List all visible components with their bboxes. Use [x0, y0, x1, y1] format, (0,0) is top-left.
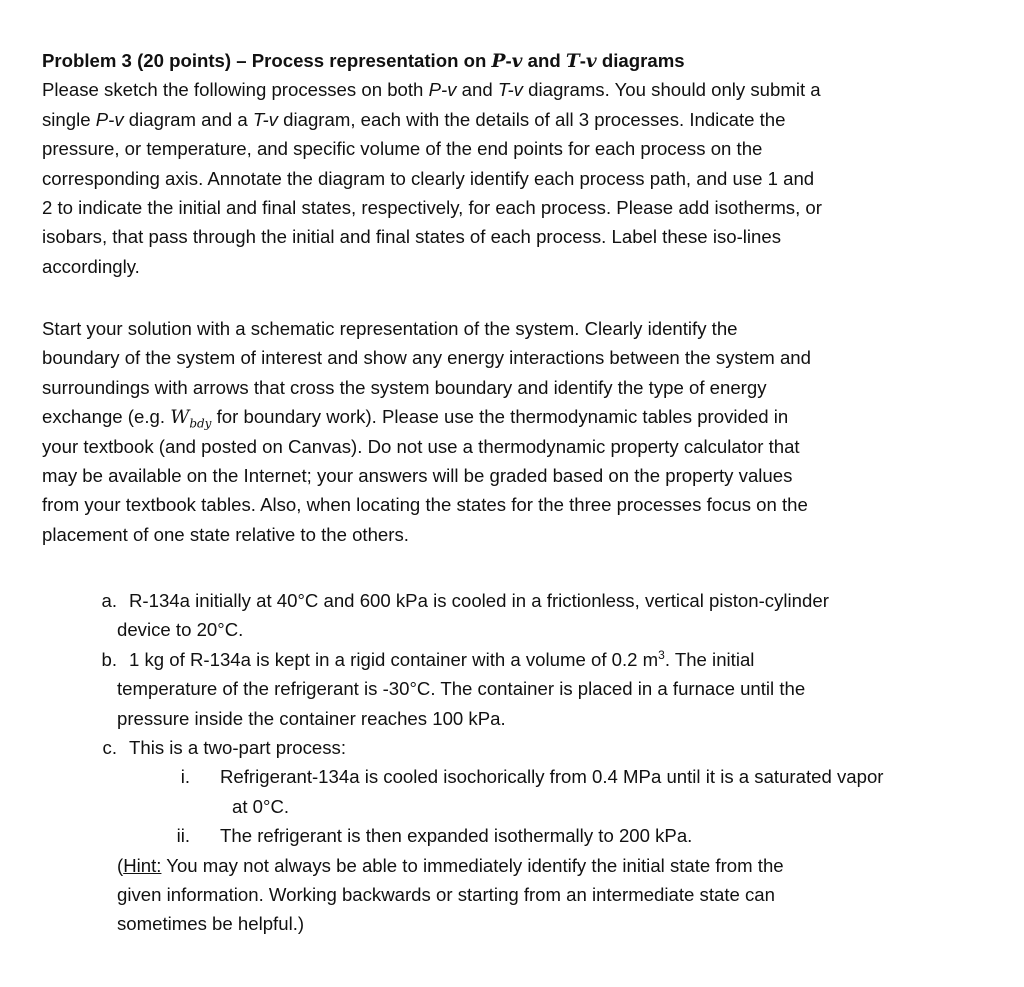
- text-segment: corresponding axis. Annotate the diagram to clearly identify each process path, and use 1 and: [42, 167, 815, 189]
- text-segment: P: [491, 51, 506, 72]
- text-line: [42, 490, 811, 519]
- text-segment: The refrigerant is then expanded isothermally to 200 kPa.: [220, 825, 693, 847]
- text-line: [42, 880, 884, 909]
- list-item: [42, 586, 884, 645]
- text-line: [42, 520, 811, 549]
- text-line: [42, 222, 822, 251]
- text-segment: at 0°C.: [232, 795, 290, 817]
- problem-title: [42, 46, 822, 75]
- text-line: [42, 792, 884, 821]
- text-segment: Please sketch the following processes on both: [42, 79, 429, 101]
- text-segment: W: [170, 407, 190, 429]
- text-segment: given information. Working backwards or starting from an intermediate state can: [117, 883, 775, 905]
- text-line: [42, 105, 822, 134]
- list-marker: i.: [180, 766, 190, 788]
- text-segment: placement of one state relative to the others.: [42, 523, 409, 545]
- text-segment: single: [42, 108, 96, 130]
- list-item: [42, 733, 884, 762]
- instructions-paragraph: [42, 314, 811, 549]
- text-segment: device to 20°C.: [117, 619, 244, 641]
- text-segment: T-v: [497, 79, 523, 101]
- text-segment: v: [511, 51, 523, 72]
- text-segment: boundary of the system of interest and show any energy interactions between the system and: [42, 347, 811, 369]
- text-segment: exchange (e.g.: [42, 406, 171, 428]
- text-line: [42, 432, 811, 461]
- text-segment: pressure inside the container reaches 100 kPa.: [117, 707, 506, 729]
- text-segment: pressure, or temperature, and specific volume of the end points for each process on the: [42, 138, 763, 160]
- text-line: [42, 252, 822, 281]
- text-line: [42, 461, 811, 490]
- text-segment: -: [579, 50, 586, 71]
- text-line: [42, 909, 884, 938]
- text-segment: diagrams: [596, 50, 685, 71]
- text-segment: 3: [658, 647, 665, 662]
- text-line: [42, 373, 811, 402]
- text-segment: your textbook (and posted on Canvas). Do not use a thermodynamic property calculator that: [42, 435, 800, 457]
- text-segment: v: [585, 51, 597, 72]
- text-segment: -: [505, 50, 512, 71]
- text-segment: diagram and a: [123, 108, 253, 130]
- text-line: [42, 645, 884, 674]
- text-segment: and: [456, 79, 498, 101]
- text-line: [42, 75, 822, 104]
- text-segment: from your textbook tables. Also, when locating the states for the three processes focus on the: [42, 494, 808, 516]
- text-line: [42, 586, 884, 615]
- text-line: [42, 343, 811, 372]
- text-segment: 1 kg of R-134a is kept in a rigid container with a volume of 0.2 m: [129, 648, 659, 670]
- hint-label: Hint:: [123, 854, 162, 876]
- text-segment: Problem 3 (20 points) – Process representation on: [42, 50, 492, 71]
- text-line: [42, 821, 884, 850]
- text-line: [42, 851, 884, 880]
- text-line: [42, 762, 884, 791]
- list-marker: c.: [102, 736, 117, 758]
- text-segment: This is a two-part process:: [129, 736, 346, 758]
- text-line: [42, 314, 811, 343]
- problem-statement: [42, 46, 822, 281]
- text-segment: You may not always be able to immediately identify the initial state from the: [161, 854, 784, 876]
- process-list: [42, 586, 884, 939]
- text-line: [42, 615, 884, 644]
- list-item: [42, 762, 884, 821]
- list-marker: b.: [101, 648, 117, 670]
- text-segment: diagrams. You should only submit a: [522, 79, 821, 101]
- list-marker: a.: [101, 590, 117, 611]
- text-segment: T: [565, 51, 580, 72]
- text-segment: P-v: [428, 79, 457, 101]
- text-segment: accordingly.: [42, 255, 140, 277]
- text-segment: diagram, each with the details of all 3 processes. Indicate the: [277, 108, 786, 130]
- text-segment: isobars, that pass through the initial and final states of each process. Label these iso-lines: [42, 226, 782, 248]
- text-line: [42, 193, 822, 222]
- text-segment: Refrigerant-134a is cooled isochorically from 0.4 MPa until it is a saturated vapor: [220, 766, 884, 788]
- text-line: [42, 134, 822, 163]
- text-segment: temperature of the refrigerant is -30°C. The container is placed in a furnace until the: [117, 678, 806, 700]
- text-segment: 2 to indicate the initial and final states, respectively, for each process. Please add isotherms, or: [42, 196, 822, 218]
- list-item: [42, 645, 884, 733]
- text-segment: (: [117, 854, 124, 876]
- text-segment: T-v: [252, 108, 278, 130]
- text-segment: may be available on the Internet; your answers will be graded based on the property values: [42, 464, 793, 486]
- list-item: [42, 821, 884, 850]
- text-segment: sometimes be helpful.): [117, 913, 305, 935]
- text-line: [42, 402, 811, 431]
- text-segment: for boundary work). Please use the thermodynamic tables provided in: [211, 406, 789, 428]
- text-segment: bdy: [189, 416, 212, 431]
- text-segment: . The initial: [664, 648, 755, 670]
- text-segment: surroundings with arrows that cross the system boundary and identify the type of energy: [42, 376, 767, 398]
- text-segment: and: [522, 50, 566, 71]
- text-line: [42, 164, 822, 193]
- text-segment: Start your solution with a schematic representation of the system. Clearly identify the: [42, 318, 738, 339]
- text-segment: P-v: [95, 108, 124, 130]
- list-marker: ii.: [176, 825, 190, 847]
- text-segment: R-134a initially at 40°C and 600 kPa is cooled in a frictionless, vertical piston-cylinder: [129, 590, 829, 611]
- text-line: [42, 674, 884, 703]
- text-line: [42, 733, 884, 762]
- text-line: [42, 704, 884, 733]
- list-item: [42, 851, 884, 939]
